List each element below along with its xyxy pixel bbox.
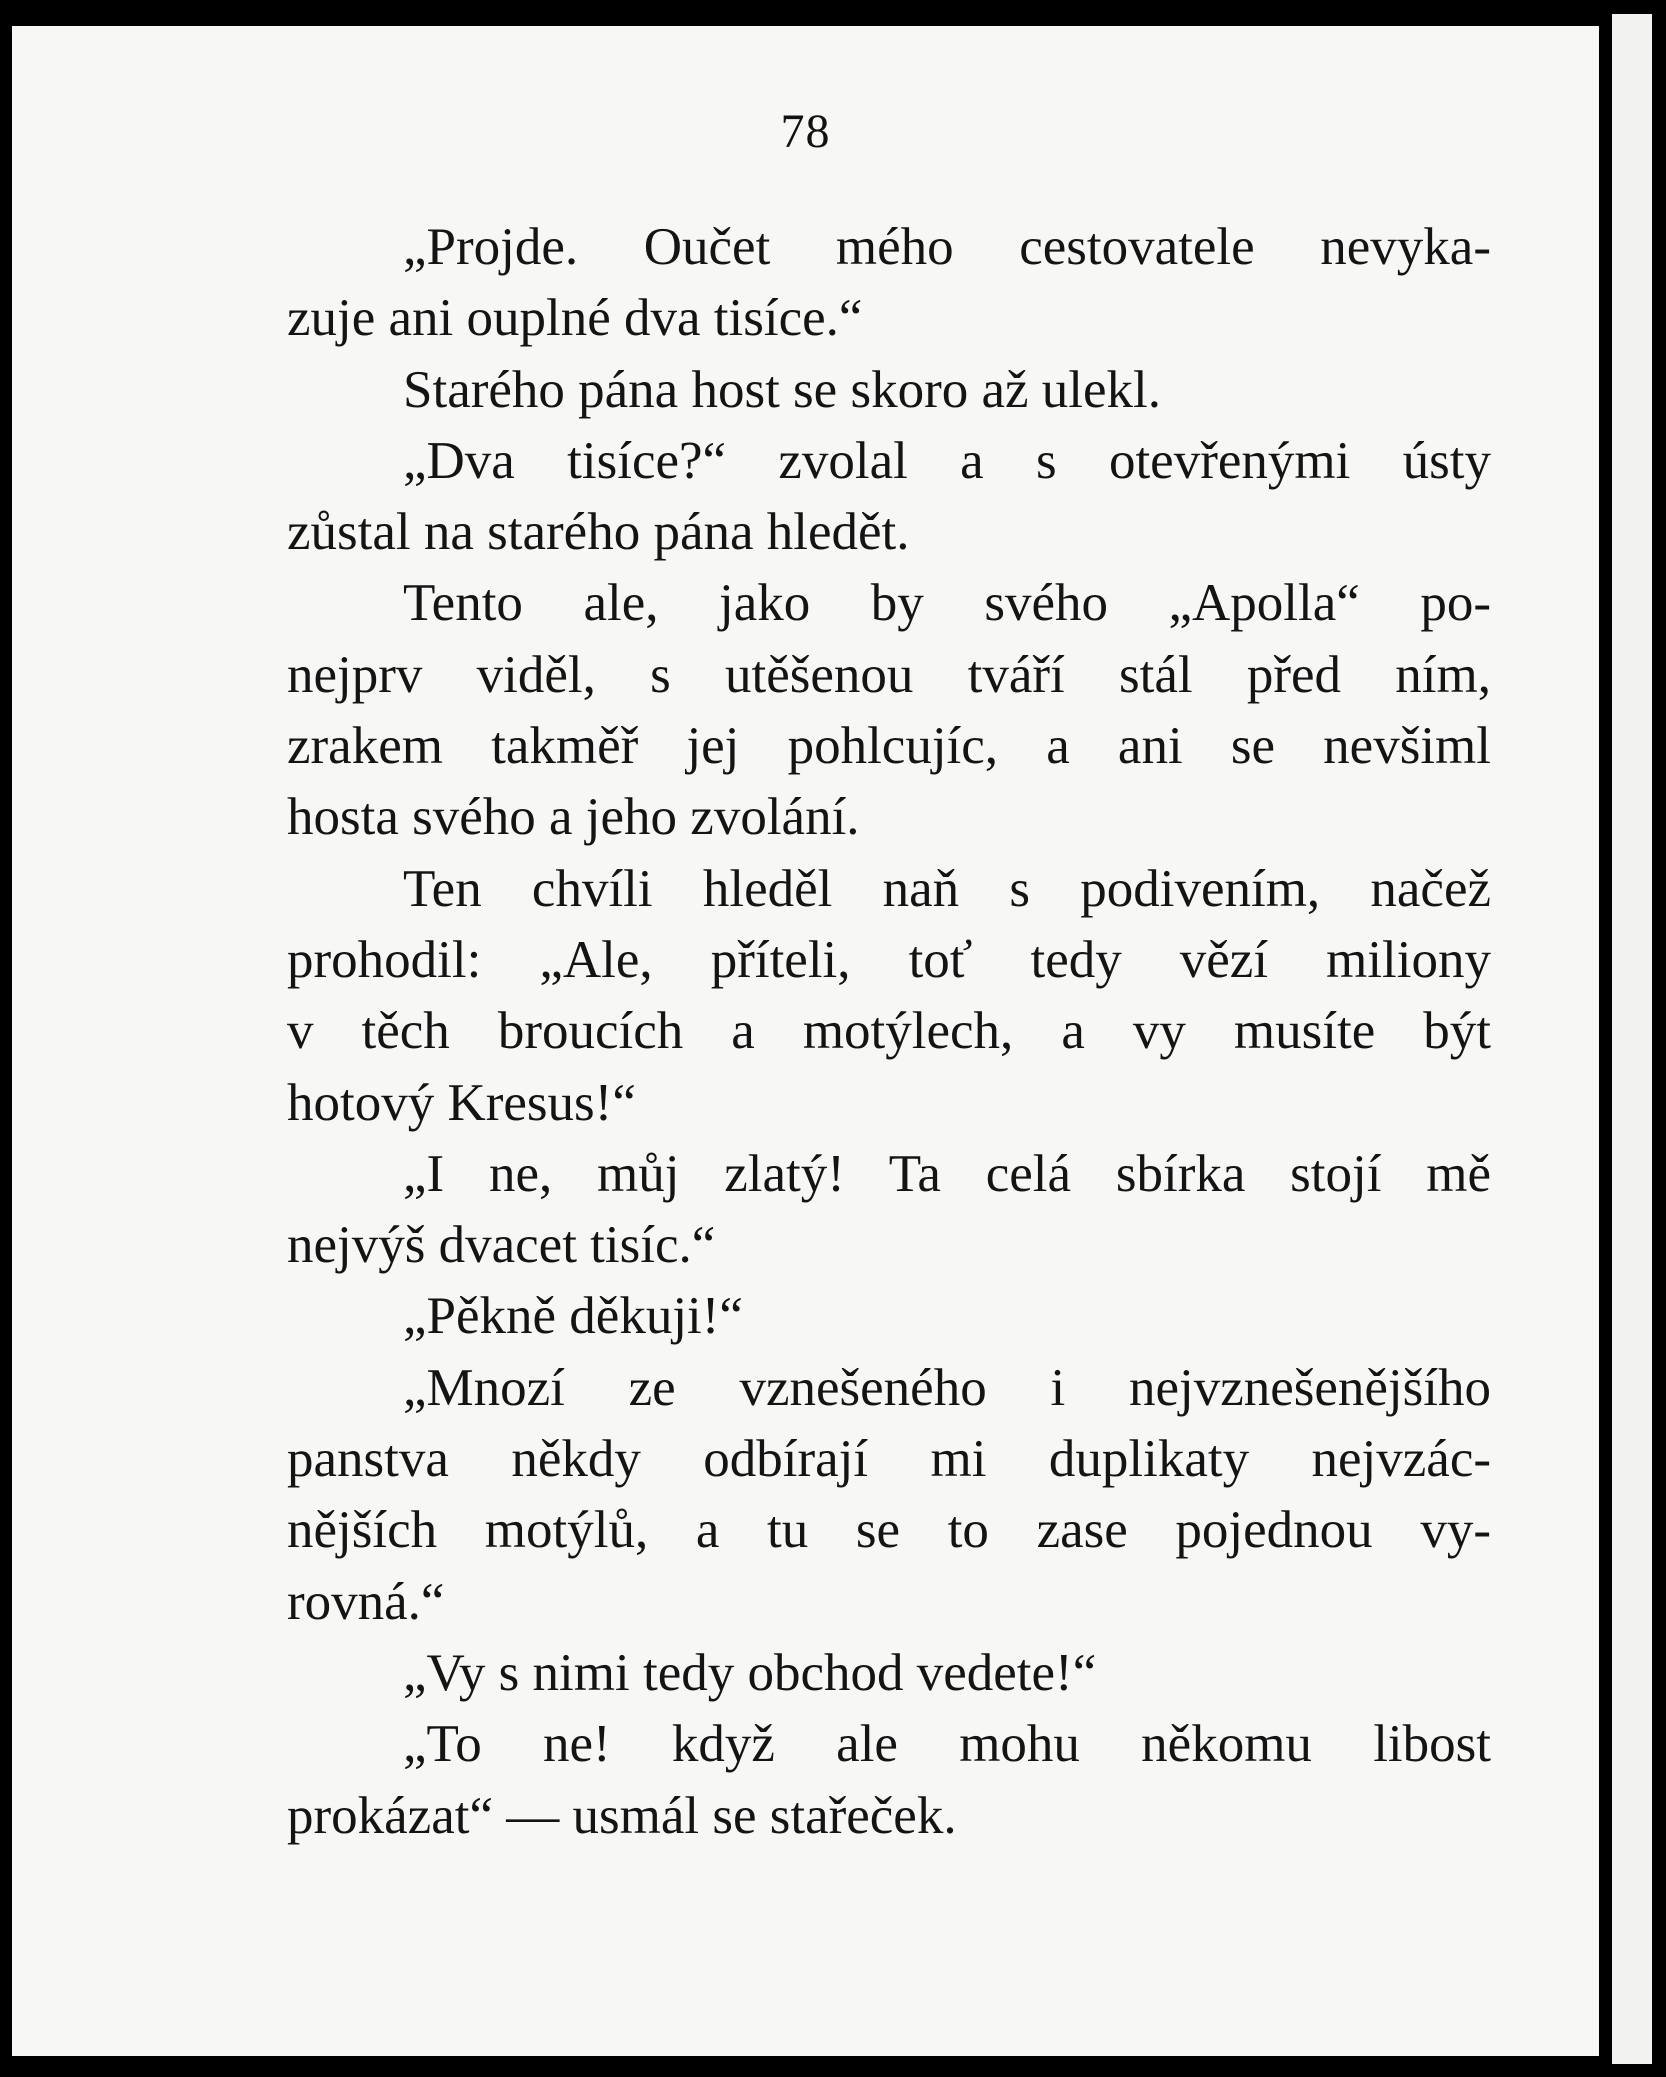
text-line: „To ne! když ale mohu někomu libost bbox=[403, 1715, 1491, 1774]
text-line: panstva někdy odbírají mi duplikaty nejvzác- bbox=[287, 1430, 1491, 1489]
text-line: v těch broucích a motýlech, a vy musíte být bbox=[287, 1002, 1491, 1061]
text-line: Ten chvíli hleděl naň s podivením, načež bbox=[403, 859, 1491, 918]
text-line: Starého pána host se skoro až ulekl. bbox=[403, 360, 1161, 419]
text-line: rovná.“ bbox=[287, 1572, 445, 1631]
text-line: zrakem takměř jej pohlcujíc, a ani se nevšiml bbox=[287, 717, 1491, 776]
text-line: „Pěkně děkuji!“ bbox=[403, 1287, 743, 1346]
text-line: „Vy s nimi tedy obchod vedete!“ bbox=[403, 1643, 1097, 1702]
text-line: zůstal na starého pána hledět. bbox=[287, 503, 910, 562]
text-line: „Dva tisíce?“ zvolal a s otevřenými ústy bbox=[403, 431, 1491, 490]
text-line: zuje ani ouplné dva tisíce.“ bbox=[287, 289, 863, 348]
text-line: „Mnozí ze vznešeného i nejvznešenějšího bbox=[403, 1358, 1491, 1417]
text-line: Tento ale, jako by svého „Apolla“ po- bbox=[403, 574, 1491, 633]
text-line: hosta svého a jeho zvolání. bbox=[287, 788, 860, 847]
book-page bbox=[12, 26, 1599, 2056]
text-line: prokázat“ — usmál se stařeček. bbox=[287, 1786, 957, 1845]
text-line: nejprv viděl, s utěšenou tváří stál před ním, bbox=[287, 645, 1491, 704]
text-line: nějších motýlů, a tu se to zase pojednou vy- bbox=[287, 1501, 1491, 1560]
text-line: prohodil: „Ale, příteli, toť tedy vězí miliony bbox=[287, 930, 1491, 989]
text-line: „I ne, můj zlatý! Ta celá sbírka stojí mě bbox=[403, 1144, 1491, 1203]
text-line: „Projde. Oučet mého cestovatele nevyka- bbox=[403, 218, 1491, 276]
text-line: hotový Kresus!“ bbox=[287, 1073, 636, 1132]
page-number: 78 bbox=[780, 105, 831, 158]
adjacent-page-edge bbox=[1612, 14, 1652, 2064]
text-line: nejvýš dvacet tisíc.“ bbox=[287, 1216, 716, 1275]
body-text bbox=[287, 212, 1491, 1852]
